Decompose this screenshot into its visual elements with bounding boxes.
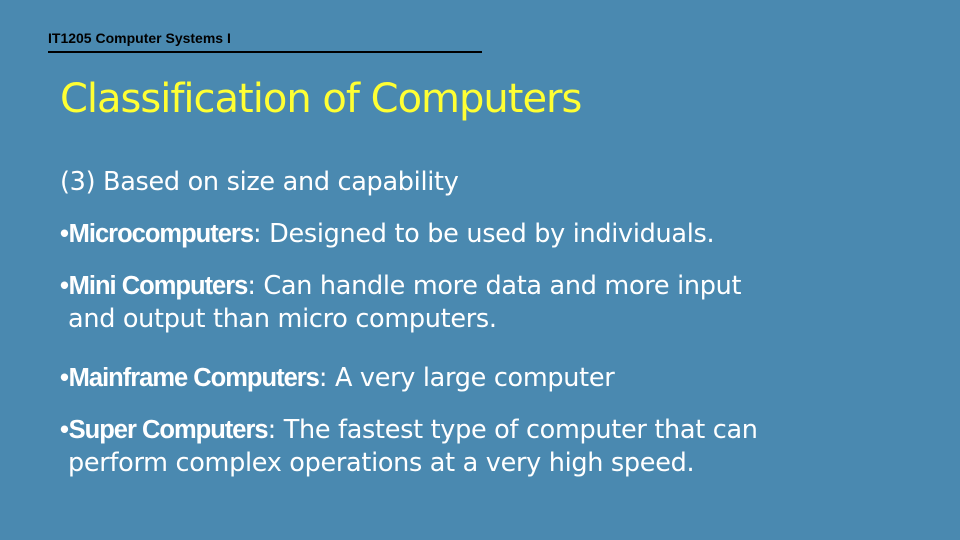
bullet-separator: : — [247, 271, 256, 301]
header-rule — [48, 51, 482, 53]
bullet-marker: • — [60, 416, 69, 444]
course-header: IT1205 Computer Systems I — [48, 30, 231, 46]
bullet-term: Mini Computers — [68, 272, 248, 300]
bullet-description-continued: and output than micro computers. — [68, 304, 497, 334]
bullet-description: Designed to be used by individuals. — [261, 219, 715, 249]
bullet-marker: • — [60, 364, 69, 392]
intro-line: (3) Based on size and capability — [60, 167, 459, 197]
bullet-term: Super Computers — [68, 416, 268, 444]
bullet-term: Microcomputers — [68, 220, 254, 248]
bullet-description-continued: perform complex operations at a very high speed. — [68, 448, 695, 478]
bullet-marker: • — [60, 220, 69, 248]
slide-content — [60, 160, 940, 500]
bullet-item-super-computers — [60, 408, 940, 448]
bullet-description: Can handle more data and more input — [255, 271, 742, 301]
bullet-item-microcomputers — [60, 212, 940, 264]
bullet-separator: : — [253, 219, 262, 249]
bullet-item-mini-computers — [60, 264, 940, 304]
bullet-separator: : — [267, 415, 276, 445]
bullet-marker: • — [60, 272, 69, 300]
bullet-term: Mainframe Computers — [68, 364, 319, 392]
bullet-description: The fastest type of computer that can — [275, 415, 758, 445]
bullet-description: A very large computer — [327, 363, 615, 393]
bullet-item-mainframe-computers — [60, 356, 940, 408]
bullet-separator: : — [318, 363, 328, 393]
slide-title: Classification of Computers — [60, 76, 582, 122]
